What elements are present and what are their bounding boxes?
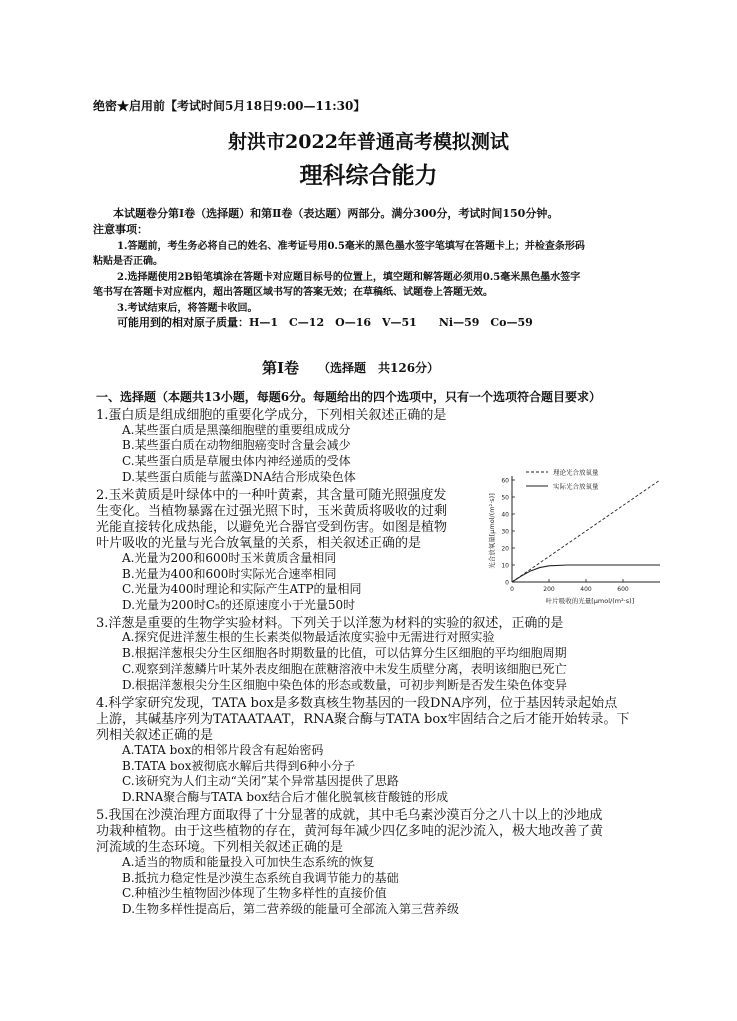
q1-stem: 1.蛋白质是组成细胞的重要化学成分，下列相关叙述正确的是 <box>96 408 447 423</box>
note-1a: 1.答题前，考生务必将自己的姓名、准考证号用0.5毫米的黑色墨水签字笔填写在答题卡上；并检查条形码 <box>117 241 585 252</box>
part1-title: 第Ⅰ卷 <box>262 359 300 377</box>
y-tick-label: 10 <box>501 562 509 570</box>
section1-heading: 一、选择题（本题共13小题，每题6分。每题给出的四个选项中，只有一个选项符合题目要求） <box>96 390 602 404</box>
note-2b: 笔书写在答题卡对应框内，超出答题区域书写的答案无效；在草稿纸、试题卷上答题无效。 <box>93 287 493 298</box>
q4-line2: 上游，其碱基序列为TATAATAAT，RNA聚合酶与TATA box牢固结合之后才能开始转录。下 <box>96 712 630 727</box>
note-1b: 粘贴是否正确。 <box>93 256 163 267</box>
q2-option-b: B.光量为400和600时实际光合速率相同 <box>122 567 337 581</box>
q3-option-a: A.探究促进洋葱生根的生长素类似物最适浓度实验中无需进行对照实验 <box>122 630 495 644</box>
y-tick-label: 20 <box>501 545 509 553</box>
note-3: 3.考试结束后，将答题卡收回。 <box>117 303 258 314</box>
q5-option-b: B.抵抗力稳定性是沙漠生态系统自我调节能力的基础 <box>122 871 399 885</box>
x-tick-label: 200 <box>543 586 555 593</box>
atomic-mass-line: 可能用到的相对原子质量：H—1 C—12 O—16 V—51 Ni—59 Co—59 <box>117 316 533 329</box>
q2-line4: 叶片吸收的光量与光合放氧量的关系，相关叙述正确的是 <box>96 536 422 551</box>
q3-option-d: D.根据洋葱根尖分生区细胞中染色体的形态或数量，可初步判断是否发生染色体变异 <box>122 678 568 692</box>
q1-option-d: D.某些蛋白质能与蓝藻DNA结合形成染色体 <box>122 470 356 484</box>
q1-option-a: A.某些蛋白质是黑藻细胞壁的重要组成成分 <box>122 423 351 437</box>
y-tick-label: 0 <box>505 579 509 587</box>
q3-option-c: C.观察到洋葱鳞片叶某外表皮细胞在蔗糖溶液中未发生质壁分离，表明该细胞已死亡 <box>122 662 567 676</box>
q5-option-a: A.适当的物质和能量投入可加快生态系统的恢复 <box>122 855 375 869</box>
confidential-line: 绝密★启用前【考试时间5月18日9:00—11:30】 <box>93 99 366 113</box>
x-tick-label: 600 <box>617 586 629 593</box>
q1-option-b: B.某些蛋白质在动物细胞癌变时含量会减少 <box>122 438 351 452</box>
x-axis-label: 叶片吸收的光量[μmol/(m²·s)] <box>545 597 635 605</box>
exam-title: 射洪市2022年普通高考模拟测试 <box>228 131 509 153</box>
part1-subtitle: （选择题 共126分） <box>318 361 440 375</box>
q4-option-a: A.TATA box的相邻片段含有起始密码 <box>122 743 324 757</box>
y-axis-label: 光合放氧量[μmol/(m²·s)] <box>488 493 496 569</box>
subject-title: 理科综合能力 <box>299 163 438 189</box>
y-tick-label: 30 <box>501 528 509 536</box>
q2-line3: 光能直接转化成热能，以避免光合器官受到伤害。如图是植物 <box>96 520 448 535</box>
y-tick-label: 60 <box>501 477 509 485</box>
x-tick-label: 0 <box>510 586 514 593</box>
q5-line3: 河流域的生态环境。下列相关叙述正确的是 <box>96 840 344 855</box>
q4-option-b: B.TATA box被彻底水解后共得到6种小分子 <box>122 759 356 773</box>
q5-line1: 5.我国在沙漠治理方面取得了十分显著的成就，其中毛乌素沙漠百分之八十以上的沙地成 <box>96 808 603 823</box>
q2-option-c: C.光量为400时理论和实际产生ATP的量相同 <box>122 582 362 596</box>
note-2a: 2.选择题使用2B铅笔填涂在答题卡对应题目标号的位置上，填空题和解答题必须用0.5毫米黑色墨水签字 <box>117 272 581 283</box>
q4-line3: 列相关叙述正确的是 <box>96 728 214 743</box>
q3-option-b: B.根据洋葱根尖分生区细胞各时期数量的比值，可以估算分生区细胞的平均细胞周期 <box>122 646 567 660</box>
q2-option-a: A.光量为200和600时玉米黄质含量相同 <box>122 551 337 565</box>
q5-option-c: C.种植沙生植物固沙体现了生物多样性的直接价值 <box>122 886 387 900</box>
q3-stem: 3.洋葱是重要的生物学实验材料。下列关于以洋葱为材料的实验的叙述，正确的是 <box>96 616 564 631</box>
q5-line2: 功栽种植物。由于这些植物的存在，黄河每年减少四亿多吨的泥沙流入，极大地改善了黄 <box>96 824 604 839</box>
legend-label-2: 实际光合放氧量 <box>553 482 599 491</box>
legend-label-1: 理论光合放氧量 <box>553 468 599 477</box>
series-line-1 <box>512 480 660 582</box>
q2-option-d: D.光量为200时C₅的还原速度小于光量50时 <box>122 598 356 612</box>
q2-line1: 2.玉米黄质是叶绿体中的一种叶黄素，其含量可随光照强度发 <box>96 488 447 503</box>
q4-option-c: C.该研究为人们主动“关闭”某个异常基因提供了思路 <box>122 774 399 788</box>
light-oxygen-chart <box>476 462 672 614</box>
x-tick-label: 400 <box>580 586 592 593</box>
q4-option-d: D.RNA聚合酶与TATA box结合后才催化脱氧核苷酸链的形成 <box>122 790 449 804</box>
notes-label: 注意事项： <box>93 223 148 236</box>
q4-line1: 4.科学家研究发现，TATA box是多数真核生物基因的一段DNA序列，位于基因转录起始点 <box>96 696 618 711</box>
y-tick-label: 40 <box>501 511 509 519</box>
q2-line2: 生变化。当植物暴露在过强光照下时，玉米黄质将吸收的过剩 <box>96 504 448 519</box>
instructions-intro: 本试题卷分第Ⅰ卷（选择题）和第Ⅱ卷（表达题）两部分。满分300分，考试时间150分钟。 <box>113 207 559 220</box>
y-tick-label: 50 <box>501 494 509 502</box>
q5-option-d: D.生物多样性提高后，第二营养级的能量可全部流入第三营养级 <box>122 902 460 916</box>
q1-option-c: C.某些蛋白质是草履虫体内神经递质的受体 <box>122 454 351 468</box>
